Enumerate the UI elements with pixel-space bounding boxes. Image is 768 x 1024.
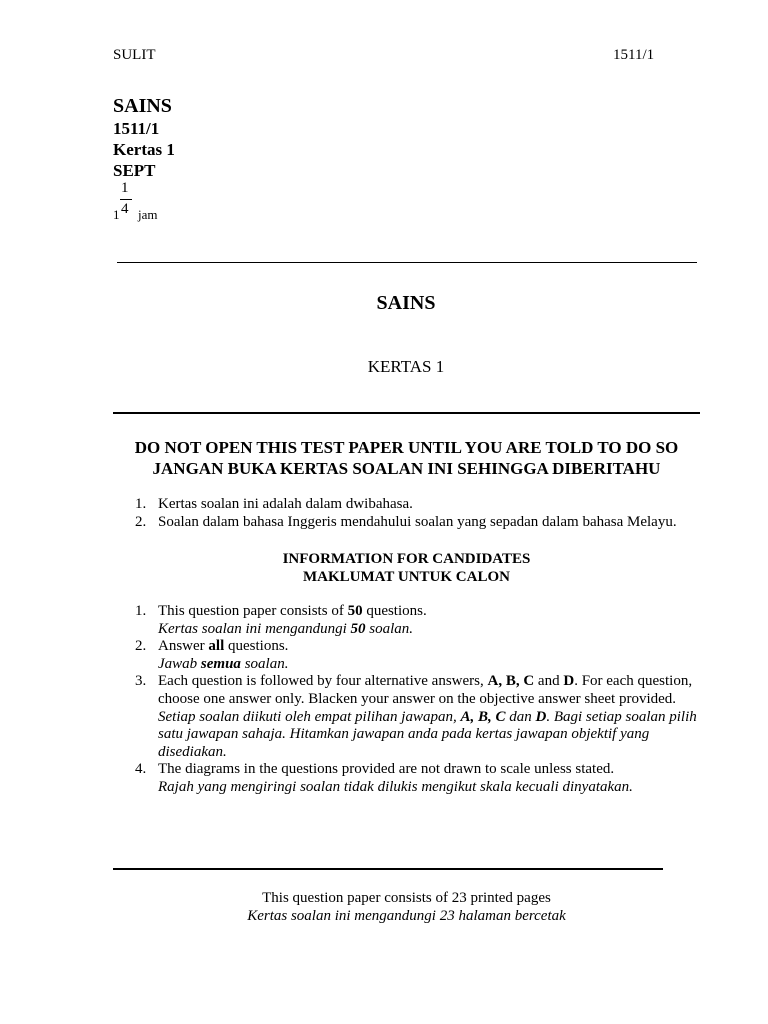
divider-bottom [113, 868, 663, 870]
footer-malay: Kertas soalan ini mengandungi 23 halaman bercetak [247, 908, 566, 924]
instruction-malay-line3: disediakan. [158, 743, 227, 760]
note-text: Kertas soalan ini adalah dalam dwibahasa. [158, 496, 413, 512]
item-number: 1. [135, 496, 147, 512]
instruction-malay: Rajah yang mengiringi soalan tidak dilukis mengikut skala kecuali dinyatakan. [158, 778, 633, 795]
list-item [113, 496, 713, 514]
list-item [113, 603, 713, 638]
paper-title: KERTAS 1 [367, 357, 445, 376]
paper-number: Kertas 1 [113, 140, 175, 159]
list-item [113, 761, 713, 796]
note-text: Soalan dalam bahasa Inggeris mendahului soalan yang sepadan dalam bahasa Melayu. [158, 513, 677, 530]
divider-middle [113, 412, 700, 414]
fraction-bar [120, 199, 132, 200]
instruction-english: This question paper consists of 50 questions. [158, 603, 427, 619]
exam-month: SEPT [113, 161, 156, 180]
info-heading [113, 550, 700, 586]
subject-block [113, 94, 175, 181]
instruction-english-line2: choose one answer only. Blacken your answer on the objective answer sheet provided. [158, 690, 677, 707]
notes-list [113, 496, 713, 531]
subject-name: SAINS [113, 95, 172, 117]
instruction-english: Each question is followed by four alternative answers, A, B, C and D. For each question, [158, 673, 693, 690]
duration-whole: 1 [113, 207, 120, 222]
list-item [113, 638, 713, 673]
duration-numerator: 1 [121, 180, 129, 196]
list-item [113, 514, 713, 532]
item-number: 3. [135, 673, 147, 690]
instruction-english: The diagrams in the questions provided are not drawn to scale unless stated. [158, 761, 615, 778]
classification-label: SULIT [113, 47, 156, 63]
info-heading-english: INFORMATION FOR CANDIDATES [282, 551, 531, 567]
instructions-list [113, 603, 713, 797]
instruction-malay: Jawab semua soalan. [158, 655, 289, 672]
paper-code-header: 1511/1 [613, 47, 655, 63]
item-number: 1. [135, 603, 147, 619]
footer [113, 889, 700, 925]
footer-english: This question paper consists of 23 printed pages [262, 890, 551, 906]
instruction-malay: Setiap soalan diikuti oleh empat pilihan jawapan, A, B, C dan D. Bagi setiap soalan pilih [158, 708, 697, 725]
duration-unit: jam [138, 207, 158, 222]
info-heading-malay: MAKLUMAT UNTUK CALON [303, 569, 510, 585]
instruction-malay-line2: satu jawapan sahaja. Hitamkan jawapan anda pada kertas jawapan objektif yang [158, 726, 650, 743]
subject-code: 1511/1 [113, 119, 160, 138]
warning-block [113, 437, 700, 479]
duration-denominator: 4 [121, 201, 129, 217]
instruction-english: Answer all questions. [158, 638, 289, 655]
item-number: 4. [135, 761, 147, 778]
item-number: 2. [135, 513, 147, 530]
warning-english: DO NOT OPEN THIS TEST PAPER UNTIL YOU ARE TOLD TO DO SO [134, 438, 679, 457]
page-title: SAINS [376, 292, 436, 314]
item-number: 2. [135, 638, 147, 655]
list-item [113, 673, 713, 761]
instruction-malay: Kertas soalan ini mengandungi 50 soalan. [158, 620, 414, 637]
divider-top [117, 262, 697, 263]
warning-malay: JANGAN BUKA KERTAS SOALAN INI SEHINGGA DIBERITAHU [152, 459, 661, 478]
